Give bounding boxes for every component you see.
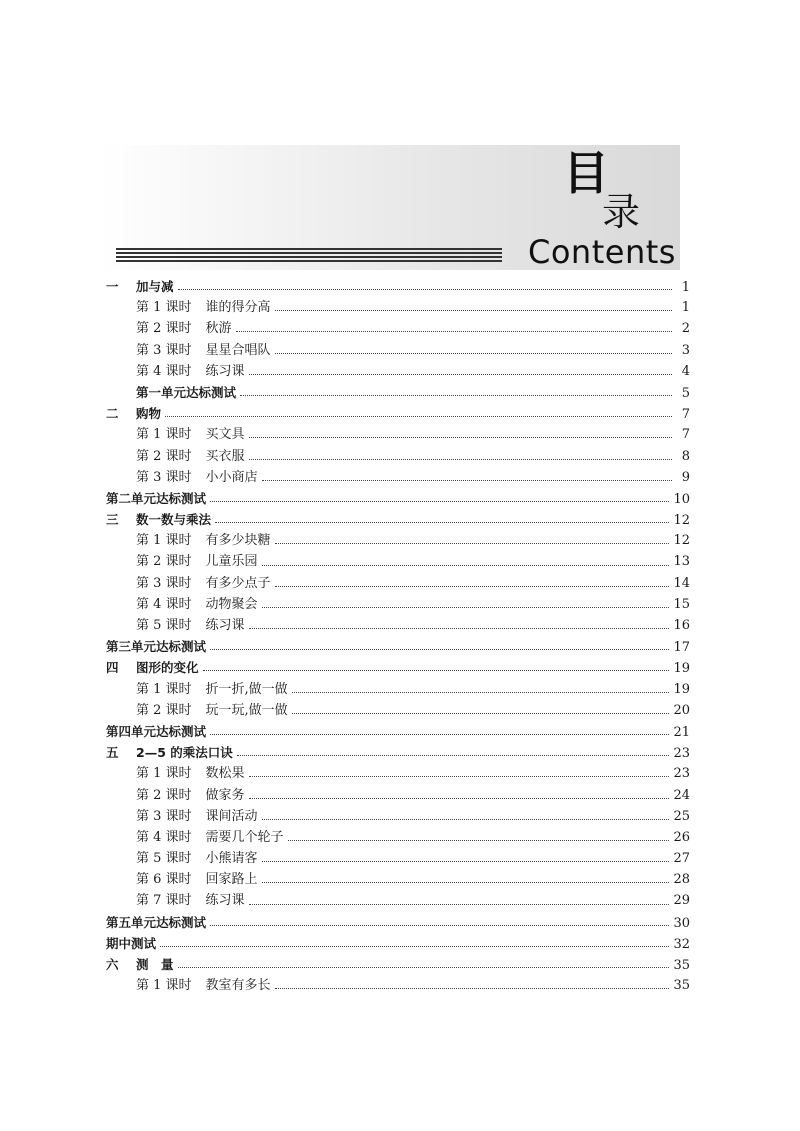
lesson-number: 第 2 课时 — [136, 321, 192, 337]
toc-entry-lesson[interactable] — [106, 424, 690, 445]
dot-leader — [249, 628, 670, 629]
dot-leader — [165, 416, 672, 417]
toc-entry-lesson[interactable] — [106, 827, 690, 848]
toc-entry-title: 第五单元达标测试 — [106, 914, 207, 930]
toc-entry-lesson[interactable] — [106, 382, 690, 403]
page-number: 30 — [673, 915, 690, 931]
lesson-number: 第 4 课时 — [136, 363, 192, 379]
page-number: 24 — [673, 787, 690, 803]
toc-entry-title: 小小商店 — [205, 469, 258, 485]
page-number: 21 — [673, 724, 690, 740]
page-number: 12 — [673, 533, 690, 549]
toc-entry-lesson[interactable] — [106, 890, 690, 911]
toc-entry-unit[interactable] — [106, 742, 690, 763]
dot-leader — [249, 374, 672, 375]
page-number: 19 — [673, 681, 690, 697]
toc-entry-title: 做家务 — [205, 787, 245, 803]
page-number: 16 — [673, 618, 690, 633]
dot-leader — [210, 925, 669, 926]
lesson-number: 第 1 课时 — [136, 681, 192, 697]
toc-entry-lesson[interactable] — [106, 785, 690, 806]
toc-entry-lesson[interactable] — [106, 340, 690, 361]
toc-entry-unit[interactable] — [106, 636, 690, 657]
toc-entry-title: 买文具 — [205, 427, 245, 443]
title-char-lu: 录 — [602, 190, 641, 234]
dot-leader — [178, 289, 672, 290]
toc-entry-title: 课间活动 — [205, 808, 258, 824]
dot-leader — [262, 882, 670, 883]
dot-leader — [275, 353, 672, 354]
toc-entry-title: 谁的得分高 — [205, 300, 271, 316]
title-contents: Contents — [528, 233, 676, 271]
toc-entry-title: 买衣服 — [205, 448, 245, 464]
page-number: 1 — [681, 280, 690, 295]
page-number: 27 — [673, 851, 690, 867]
toc-entry-title: 练习课 — [205, 618, 245, 633]
toc-entry-lesson[interactable] — [106, 361, 690, 382]
lesson-number: 第 1 课时 — [136, 300, 192, 316]
unit-number: 六 — [106, 957, 119, 972]
dot-leader — [210, 734, 669, 735]
toc-entry-lesson[interactable] — [106, 975, 690, 996]
lesson-number: 第 1 课时 — [136, 978, 192, 994]
dot-leader — [215, 522, 669, 523]
dot-leader — [262, 565, 670, 566]
toc-entry-lesson[interactable] — [106, 594, 690, 615]
dot-leader — [249, 798, 670, 799]
toc-entry-title: 2—5 的乘法口诀 — [136, 745, 233, 761]
page-number: 12 — [673, 513, 690, 529]
page-number: 25 — [673, 808, 690, 824]
dot-leader — [262, 607, 670, 608]
toc-entry-title: 第一单元达标测试 — [136, 384, 237, 400]
lesson-number: 第 3 课时 — [136, 342, 192, 358]
lesson-number: 第 1 课时 — [136, 427, 192, 443]
toc-entry-title: 数松果 — [205, 766, 245, 782]
dot-leader — [292, 713, 670, 714]
page-number: 10 — [673, 491, 690, 507]
lesson-number: 第 2 课时 — [136, 787, 192, 803]
toc-entry-title: 图形的变化 — [136, 660, 199, 676]
unit-number: 五 — [106, 745, 119, 761]
unit-number: 二 — [106, 406, 119, 422]
dot-leader — [275, 543, 670, 544]
toc-entry-title: 秋游 — [205, 321, 232, 337]
toc-entry-lesson[interactable] — [106, 551, 690, 572]
decorative-rule-lines — [116, 248, 502, 266]
toc-entry-title: 练习课 — [205, 363, 245, 379]
toc-entry-lesson[interactable] — [106, 446, 690, 467]
lesson-number: 第 2 课时 — [136, 554, 192, 570]
lesson-number: 第 6 课时 — [136, 872, 192, 888]
toc-entry-lesson[interactable] — [106, 318, 690, 339]
toc-entry-lesson[interactable] — [106, 467, 690, 488]
dot-leader — [275, 586, 670, 587]
dot-leader — [292, 692, 670, 693]
page-number: 14 — [673, 575, 690, 591]
dot-leader — [262, 861, 670, 862]
toc-entry-title: 练习课 — [205, 893, 245, 909]
lesson-number: 第 3 课时 — [136, 469, 192, 485]
toc-entry-title: 第三单元达标测试 — [106, 639, 207, 655]
toc-entry-unit[interactable] — [106, 509, 690, 530]
page-number: 5 — [681, 385, 690, 401]
page-number: 3 — [681, 342, 690, 358]
page-number: 4 — [681, 363, 690, 379]
lesson-number: 第 4 课时 — [136, 829, 192, 845]
unit-number: 四 — [106, 660, 119, 676]
toc-entry-lesson[interactable] — [106, 763, 690, 784]
toc-entry-title: 小熊请客 — [205, 851, 258, 867]
toc-entry-unit[interactable] — [106, 488, 690, 509]
lesson-number: 第 3 课时 — [136, 808, 192, 824]
toc-entry-lesson[interactable] — [106, 573, 690, 594]
page-number: 9 — [681, 469, 690, 485]
lesson-number: 第 1 课时 — [136, 533, 192, 549]
page-number: 1 — [681, 300, 690, 316]
dot-leader — [288, 840, 670, 841]
dot-leader — [178, 967, 670, 968]
dot-leader — [275, 310, 672, 311]
toc-entry-title: 星星合唱队 — [205, 342, 271, 358]
toc-entry-lesson[interactable] — [106, 297, 690, 318]
dot-leader — [249, 437, 672, 438]
toc-entry-title: 动物聚会 — [205, 596, 258, 612]
dot-leader — [210, 649, 669, 650]
toc-entry-lesson[interactable] — [106, 679, 690, 700]
toc-entry-title: 回家路上 — [205, 872, 258, 888]
lesson-number: 第 3 课时 — [136, 575, 192, 591]
page-number: 13 — [673, 554, 690, 570]
toc-entry-lesson[interactable] — [106, 848, 690, 869]
toc-entry-unit[interactable] — [106, 933, 690, 954]
page-number: 19 — [673, 661, 690, 677]
toc-entry-lesson[interactable] — [106, 700, 690, 721]
dot-leader — [237, 755, 670, 756]
dot-leader — [160, 946, 669, 947]
lesson-number: 第 4 课时 — [136, 596, 192, 612]
page-number: 15 — [673, 596, 690, 612]
toc-entry-unit[interactable] — [106, 954, 690, 975]
unit-number: 一 — [106, 279, 119, 294]
toc-entry-title: 期中测试 — [106, 935, 157, 951]
lesson-number: 第 1 课时 — [136, 766, 192, 782]
page-number: 32 — [673, 936, 690, 952]
page-number: 2 — [681, 321, 690, 337]
dot-leader — [275, 988, 670, 989]
toc-entry-lesson[interactable] — [106, 869, 690, 890]
toc-entry-unit[interactable] — [106, 721, 690, 742]
dot-leader — [240, 395, 672, 396]
toc-entry-lesson[interactable] — [106, 530, 690, 551]
dot-leader — [249, 776, 670, 777]
dot-leader — [262, 819, 670, 820]
toc-entry-lesson[interactable] — [106, 615, 690, 636]
toc-entry-title: 有多少块糖 — [205, 533, 271, 549]
toc-entry-title: 需要几个轮子 — [205, 829, 284, 845]
lesson-number: 第 5 课时 — [136, 618, 192, 633]
toc-entry-unit[interactable] — [106, 276, 690, 297]
page-number: 17 — [673, 640, 690, 656]
toc-entry-unit[interactable] — [106, 657, 690, 678]
toc-entry-title: 折一折,做一做 — [205, 681, 288, 697]
toc-entry-lesson[interactable] — [106, 806, 690, 827]
dot-leader — [203, 670, 670, 671]
toc-entry-title: 教室有多长 — [205, 978, 271, 994]
table-of-contents — [106, 276, 690, 996]
page-number: 29 — [673, 893, 690, 909]
page-number: 20 — [673, 702, 690, 718]
toc-entry-title: 有多少点子 — [205, 575, 271, 591]
page-number: 7 — [681, 407, 690, 423]
toc-entry-unit[interactable] — [106, 912, 690, 933]
page-number: 35 — [673, 978, 690, 994]
lesson-number: 第 2 课时 — [136, 448, 192, 464]
dot-leader — [236, 331, 672, 332]
page-number: 28 — [673, 872, 690, 888]
dot-leader — [210, 501, 669, 502]
lesson-number: 第 5 课时 — [136, 851, 192, 867]
page-number: 7 — [681, 427, 690, 443]
page-number: 8 — [681, 448, 690, 464]
toc-entry-title: 第四单元达标测试 — [106, 723, 207, 739]
title-char-mu: 目 — [563, 146, 609, 200]
toc-entry-unit[interactable] — [106, 403, 690, 424]
toc-entry-title: 数一数与乘法 — [136, 512, 212, 528]
unit-number: 三 — [106, 512, 119, 528]
toc-entry-title: 购物 — [136, 406, 162, 422]
toc-entry-title: 加与减 — [136, 279, 174, 294]
toc-entry-title: 测 量 — [136, 957, 174, 972]
lesson-number: 第 2 课时 — [136, 702, 192, 718]
dot-leader — [249, 459, 672, 460]
page-number: 23 — [673, 746, 690, 762]
dot-leader — [262, 480, 672, 481]
toc-entry-title: 玩一玩,做一做 — [205, 702, 288, 718]
page-number: 26 — [673, 829, 690, 845]
page-number: 35 — [673, 958, 690, 973]
page-number: 23 — [673, 766, 690, 782]
toc-entry-title: 第二单元达标测试 — [106, 490, 207, 506]
toc-entry-title: 儿童乐园 — [205, 554, 258, 570]
lesson-number: 第 7 课时 — [136, 893, 192, 909]
dot-leader — [249, 904, 670, 905]
